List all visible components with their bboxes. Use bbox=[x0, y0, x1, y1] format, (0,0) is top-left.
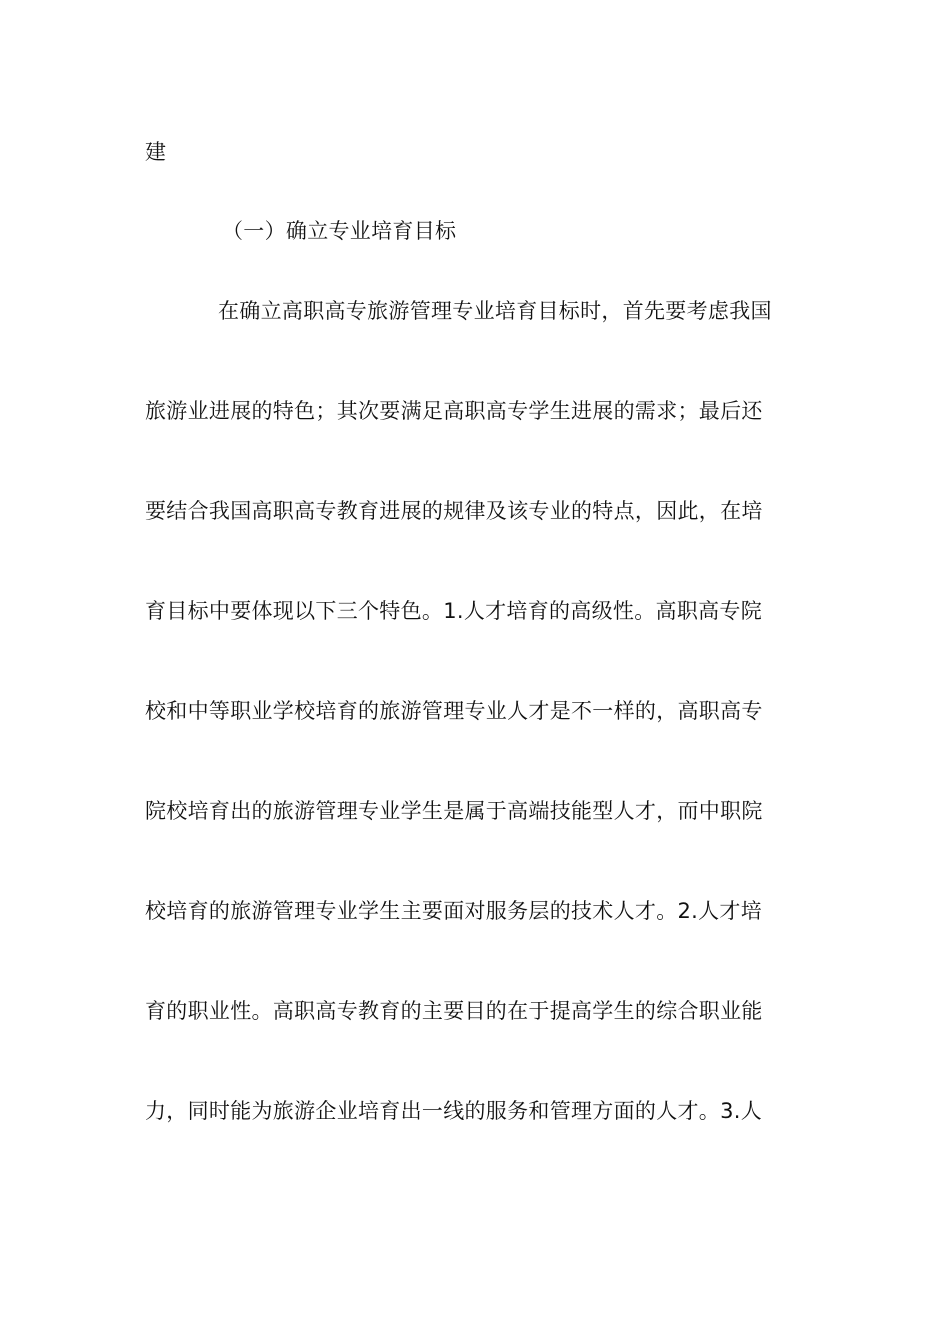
paragraph-line: 育的职业性。高职高专教育的主要目的在于提高学生的综合职业能 bbox=[145, 999, 763, 1023]
paragraph-line: 院校培育出的旅游管理专业学生是属于高端技能型人才，而中职院 bbox=[145, 799, 763, 823]
paragraph-line: 旅游业进展的特色；其次要满足高职高专学生进展的需求；最后还 bbox=[145, 399, 763, 423]
paragraph-line: 力，同时能为旅游企业培育出一线的服务和管理方面的人才。3.人 bbox=[145, 1099, 763, 1123]
section-heading: （一）确立专业培育目标 bbox=[222, 219, 457, 243]
paragraph-line: 育目标中要体现以下三个特色。1.人才培育的高级性。高职高专院 bbox=[145, 599, 763, 623]
paragraph-line: 要结合我国高职高专教育进展的规律及该专业的特点，因此，在培 bbox=[145, 499, 763, 523]
paragraph-line: 校和中等职业学校培育的旅游管理专业人才是不一样的，高职高专 bbox=[145, 699, 763, 723]
continued-text-fragment: 建 bbox=[145, 140, 167, 164]
paragraph-line: 校培育的旅游管理专业学生主要面对服务层的技术人才。2.人才培 bbox=[145, 899, 763, 923]
paragraph-line: 在确立高职高专旅游管理专业培育目标时，首先要考虑我国 bbox=[218, 299, 772, 323]
